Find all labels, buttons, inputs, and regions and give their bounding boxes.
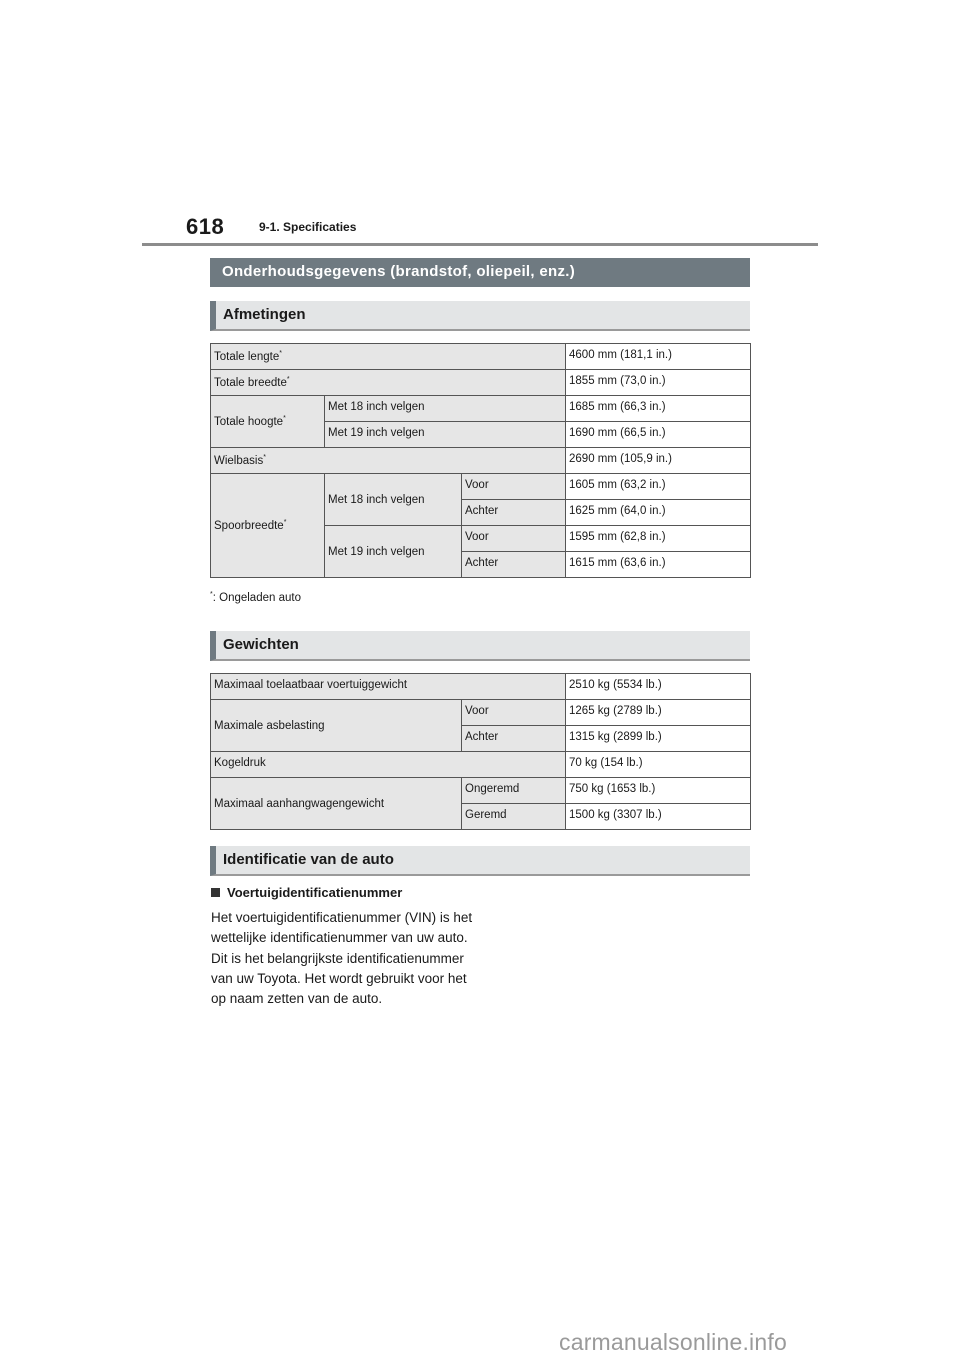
row-label: Kogeldruk [211,752,566,778]
row-sublabel: Met 19 inch velgen [325,526,462,578]
row-position: Achter [462,726,566,752]
row-label: Totale breedte* [211,370,566,396]
table-row [211,344,751,370]
table-row [211,370,751,396]
row-value: 1625 mm (64,0 in.) [566,500,751,526]
row-position: Achter [462,552,566,578]
row-sublabel: Met 19 inch velgen [325,422,566,448]
row-label: Totale lengte* [211,344,566,370]
row-label: Maximale asbelasting [211,700,462,752]
row-position: Achter [462,500,566,526]
row-label: Totale hoogte* [211,396,325,448]
row-value: 1855 mm (73,0 in.) [566,370,751,396]
row-value: 1595 mm (62,8 in.) [566,526,751,552]
table-row [211,396,751,422]
table-row [211,752,751,778]
row-position: Voor [462,700,566,726]
vin-paragraph: Het voertuigidentificatienummer (VIN) is het wettelijke identificatienummer van uw auto. Dit is het belangrijkste identificatienummer van uw Toyota. Het wordt gebruikt voor het op naam zetten van de auto. [211,910,473,1007]
row-position: Voor [462,474,566,500]
row-value: 70 kg (154 lb.) [566,752,751,778]
weights-heading: Gewichten [210,631,750,661]
footnote: *: Ongeladen auto [210,591,301,604]
dimensions-heading: Afmetingen [210,301,750,331]
row-position: Voor [462,526,566,552]
row-value: 1500 kg (3307 lb.) [566,804,751,830]
row-value: 1265 kg (2789 lb.) [566,700,751,726]
row-label: Maximaal aanhangwagengewicht [211,778,462,830]
row-position: Ongeremd [462,778,566,804]
row-sublabel: Met 18 inch velgen [325,396,566,422]
row-value: 1690 mm (66,5 in.) [566,422,751,448]
table-row [211,474,751,500]
row-value: 2690 mm (105,9 in.) [566,448,751,474]
header-divider [142,243,818,246]
table-row [211,700,751,726]
row-sublabel: Met 18 inch velgen [325,474,462,526]
row-label: Maximaal toelaatbaar voertuiggewicht [211,674,566,700]
identification-heading: Identificatie van de auto [210,846,750,876]
row-value: 1615 mm (63,6 in.) [566,552,751,578]
row-label: Wielbasis* [211,448,566,474]
row-value: 2510 kg (5534 lb.) [566,674,751,700]
table-row [211,448,751,474]
row-value: 750 kg (1653 lb.) [566,778,751,804]
square-bullet-icon [211,888,220,897]
row-value: 4600 mm (181,1 in.) [566,344,751,370]
row-label: Spoorbreedte* [211,474,325,578]
section-label: 9-1. Specificaties [259,220,357,234]
main-title-bar: Onderhoudsgegevens (brandstof, oliepeil, enz.) [210,258,750,287]
dimensions-table [210,343,751,578]
vin-heading: Voertuigidentificatienummer [211,885,402,900]
page-number: 618 [186,214,225,239]
row-value: 1605 mm (63,2 in.) [566,474,751,500]
watermark: carmanualsonline.info [559,1329,787,1355]
weights-table [210,673,751,830]
table-row [211,778,751,804]
row-value: 1685 mm (66,3 in.) [566,396,751,422]
row-position: Geremd [462,804,566,830]
table-row [211,674,751,700]
row-value: 1315 kg (2899 lb.) [566,726,751,752]
